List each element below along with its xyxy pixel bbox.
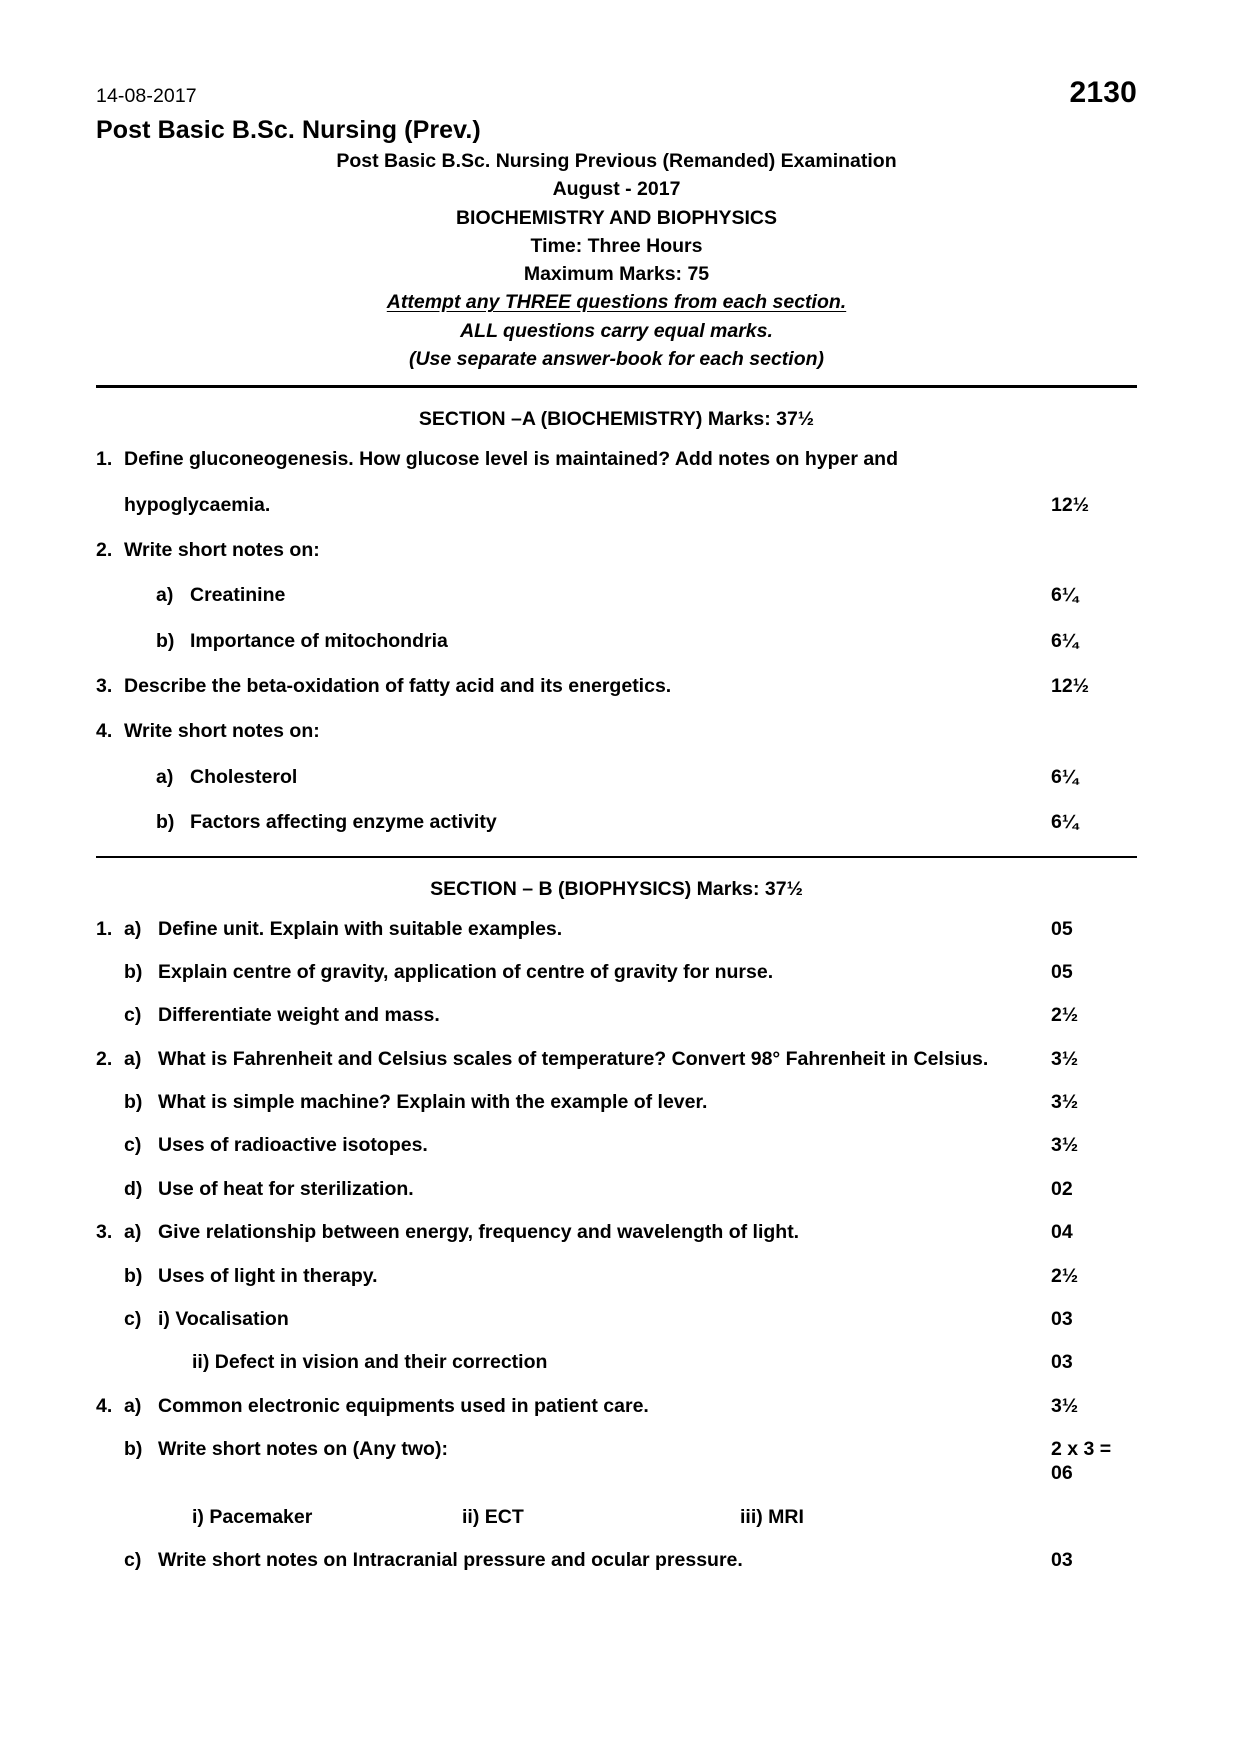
- question-text: Differentiate weight and mass.: [158, 1004, 440, 1027]
- question-subletter: c): [124, 1549, 142, 1572]
- question-marks: 3½: [1051, 1091, 1079, 1113]
- exam-time: Time: Three Hours: [530, 234, 703, 257]
- question-row: [96, 1090, 1137, 1114]
- question-number: 1.: [96, 448, 113, 471]
- question-marks: 05: [1051, 960, 1073, 983]
- question-text: i) Vocalisation: [158, 1307, 289, 1330]
- question-marks: 6¼: [1051, 629, 1079, 652]
- section-a-question-list: [96, 447, 1137, 834]
- question-text: What is Fahrenheit and Celsius scales of temperature? Convert 98° Fahrenheit in Celsius.: [158, 1047, 989, 1070]
- question-marks: 12½: [1051, 493, 1089, 516]
- question-text: Uses of radioactive isotopes.: [158, 1134, 428, 1157]
- question-marks: 2½: [1051, 1264, 1079, 1287]
- question-subletter: a): [124, 917, 142, 940]
- exam-header-block: [96, 147, 1137, 373]
- section-divider-rule: [96, 856, 1137, 858]
- question-row: [156, 629, 1137, 653]
- question-marks: 02: [1051, 1177, 1073, 1200]
- question-marks: 03: [1051, 1307, 1073, 1330]
- question-row: [96, 1548, 1137, 1572]
- question-subletter: c): [124, 1004, 142, 1027]
- paper-code: 2130: [1069, 76, 1137, 109]
- paper-meta-row: [96, 76, 1137, 110]
- question-marks: 3½: [1051, 1047, 1079, 1070]
- question-marks: 12½: [1051, 675, 1089, 697]
- question-number: 3.: [96, 1221, 113, 1244]
- question-row: [156, 810, 1137, 834]
- question-marks: 05: [1051, 917, 1073, 940]
- question-subletter: b): [124, 1264, 143, 1287]
- question-text: Common electronic equipments used in patient care.: [158, 1394, 649, 1417]
- exam-name: Post Basic B.Sc. Nursing Previous (Remanded) Examination: [336, 150, 897, 172]
- question-text: Uses of light in therapy.: [158, 1264, 378, 1287]
- question-text: Creatinine: [190, 584, 286, 607]
- question-marks: 3½: [1051, 1134, 1079, 1157]
- question-subletter: b): [156, 629, 175, 652]
- option-mri: iii) MRI: [740, 1505, 804, 1528]
- question-number: 4.: [96, 1394, 113, 1417]
- exam-max-marks: Maximum Marks: 75: [523, 263, 710, 286]
- question-row: [96, 1394, 1137, 1418]
- question-subletter: c): [124, 1134, 142, 1157]
- question-text: What is simple machine? Explain with the example of lever.: [158, 1091, 708, 1113]
- question-marks: 03: [1051, 1549, 1073, 1572]
- question-subletter: c): [124, 1307, 142, 1330]
- question-subletter: b): [124, 960, 143, 983]
- question-row: [96, 493, 1137, 517]
- question-number: 4.: [96, 720, 113, 743]
- question-subletter: b): [124, 1438, 143, 1460]
- question-row: [96, 1350, 1137, 1374]
- question-row: [96, 1003, 1137, 1027]
- section-b-question-list: [96, 917, 1137, 1573]
- question-row: [96, 1437, 1137, 1486]
- question-text: Explain centre of gravity, application of centre of gravity for nurse.: [158, 960, 774, 983]
- question-text: Write short notes on:: [124, 538, 320, 561]
- exam-month-year: August - 2017: [552, 178, 681, 201]
- instruction-equal-marks: ALL questions carry equal marks.: [460, 319, 773, 342]
- question-row: [96, 1047, 1137, 1071]
- question-text: Factors affecting enzyme activity: [190, 811, 497, 834]
- question-subletter: a): [156, 765, 174, 788]
- question-number: 2.: [96, 1047, 113, 1070]
- question-text: Write short notes on Intracranial pressure and ocular pressure.: [158, 1549, 743, 1572]
- question-marks: 6¼: [1051, 584, 1079, 607]
- question-marks: 6¼: [1051, 811, 1079, 834]
- exam-date: 14-08-2017: [96, 85, 197, 107]
- question-text: Describe the beta-oxidation of fatty acid and its energetics.: [124, 675, 672, 697]
- sub-options-row: [158, 1505, 1051, 1529]
- header-divider-rule: [96, 385, 1137, 388]
- question-row: [96, 674, 1137, 698]
- question-row: [156, 583, 1137, 607]
- option-ect: ii) ECT: [462, 1505, 524, 1528]
- question-text: Define gluconeogenesis. How glucose level is maintained? Add notes on hyper and: [124, 448, 899, 471]
- question-number: 3.: [96, 675, 113, 697]
- instruction-attempt-three: Attempt any THREE questions from each section.: [386, 291, 847, 314]
- section-b-heading: SECTION – B (BIOPHYSICS) Marks: 37½: [430, 877, 803, 900]
- question-row: [156, 765, 1137, 789]
- question-text: Give relationship between energy, frequency and wavelength of light.: [158, 1221, 800, 1244]
- question-marks: 6¼: [1051, 765, 1079, 788]
- question-marks: 2½: [1051, 1004, 1079, 1027]
- instruction-separate-answer-book: (Use separate answer-book for each section): [408, 347, 825, 370]
- question-row: [96, 1177, 1137, 1201]
- question-row: [96, 719, 1137, 743]
- question-row: [96, 447, 1137, 471]
- question-row-triple: [96, 1505, 1137, 1529]
- question-number: 1.: [96, 917, 113, 940]
- question-text: ii) Defect in vision and their correction: [192, 1351, 548, 1374]
- question-marks: 2 x 3 = 06: [1051, 1438, 1112, 1485]
- section-a-heading: SECTION –A (BIOCHEMISTRY) Marks: 37½: [418, 408, 815, 431]
- question-text: Define unit. Explain with suitable examples.: [158, 917, 563, 940]
- question-subletter: a): [124, 1047, 142, 1070]
- question-row: [96, 1220, 1137, 1244]
- question-row: [96, 1133, 1137, 1157]
- question-row: [96, 1307, 1137, 1331]
- question-row: [96, 1264, 1137, 1288]
- question-row: [96, 960, 1137, 984]
- question-text: Cholesterol: [190, 765, 298, 788]
- question-text: Write short notes on:: [124, 720, 320, 743]
- question-marks: 3½: [1051, 1394, 1079, 1417]
- question-row: [96, 917, 1137, 941]
- question-text: Importance of mitochondria: [190, 629, 448, 652]
- question-marks: 04: [1051, 1221, 1073, 1244]
- question-subletter: b): [124, 1091, 143, 1113]
- question-subletter: b): [156, 811, 175, 834]
- question-row: [96, 538, 1137, 562]
- question-subletter: d): [124, 1177, 143, 1200]
- exam-subject: BIOCHEMISTRY AND BIOPHYSICS: [455, 206, 778, 229]
- course-title: Post Basic B.Sc. Nursing (Prev.): [96, 116, 481, 144]
- question-text: Write short notes on (Any two):: [158, 1438, 448, 1460]
- question-subletter: a): [124, 1221, 142, 1244]
- question-marks: 03: [1051, 1351, 1073, 1374]
- question-number: 2.: [96, 538, 113, 561]
- question-text: hypoglycaemia.: [124, 493, 271, 516]
- question-subletter: a): [124, 1394, 142, 1417]
- option-pacemaker: i) Pacemaker: [192, 1505, 313, 1528]
- question-subletter: a): [156, 584, 174, 607]
- question-text: Use of heat for sterilization.: [158, 1177, 414, 1200]
